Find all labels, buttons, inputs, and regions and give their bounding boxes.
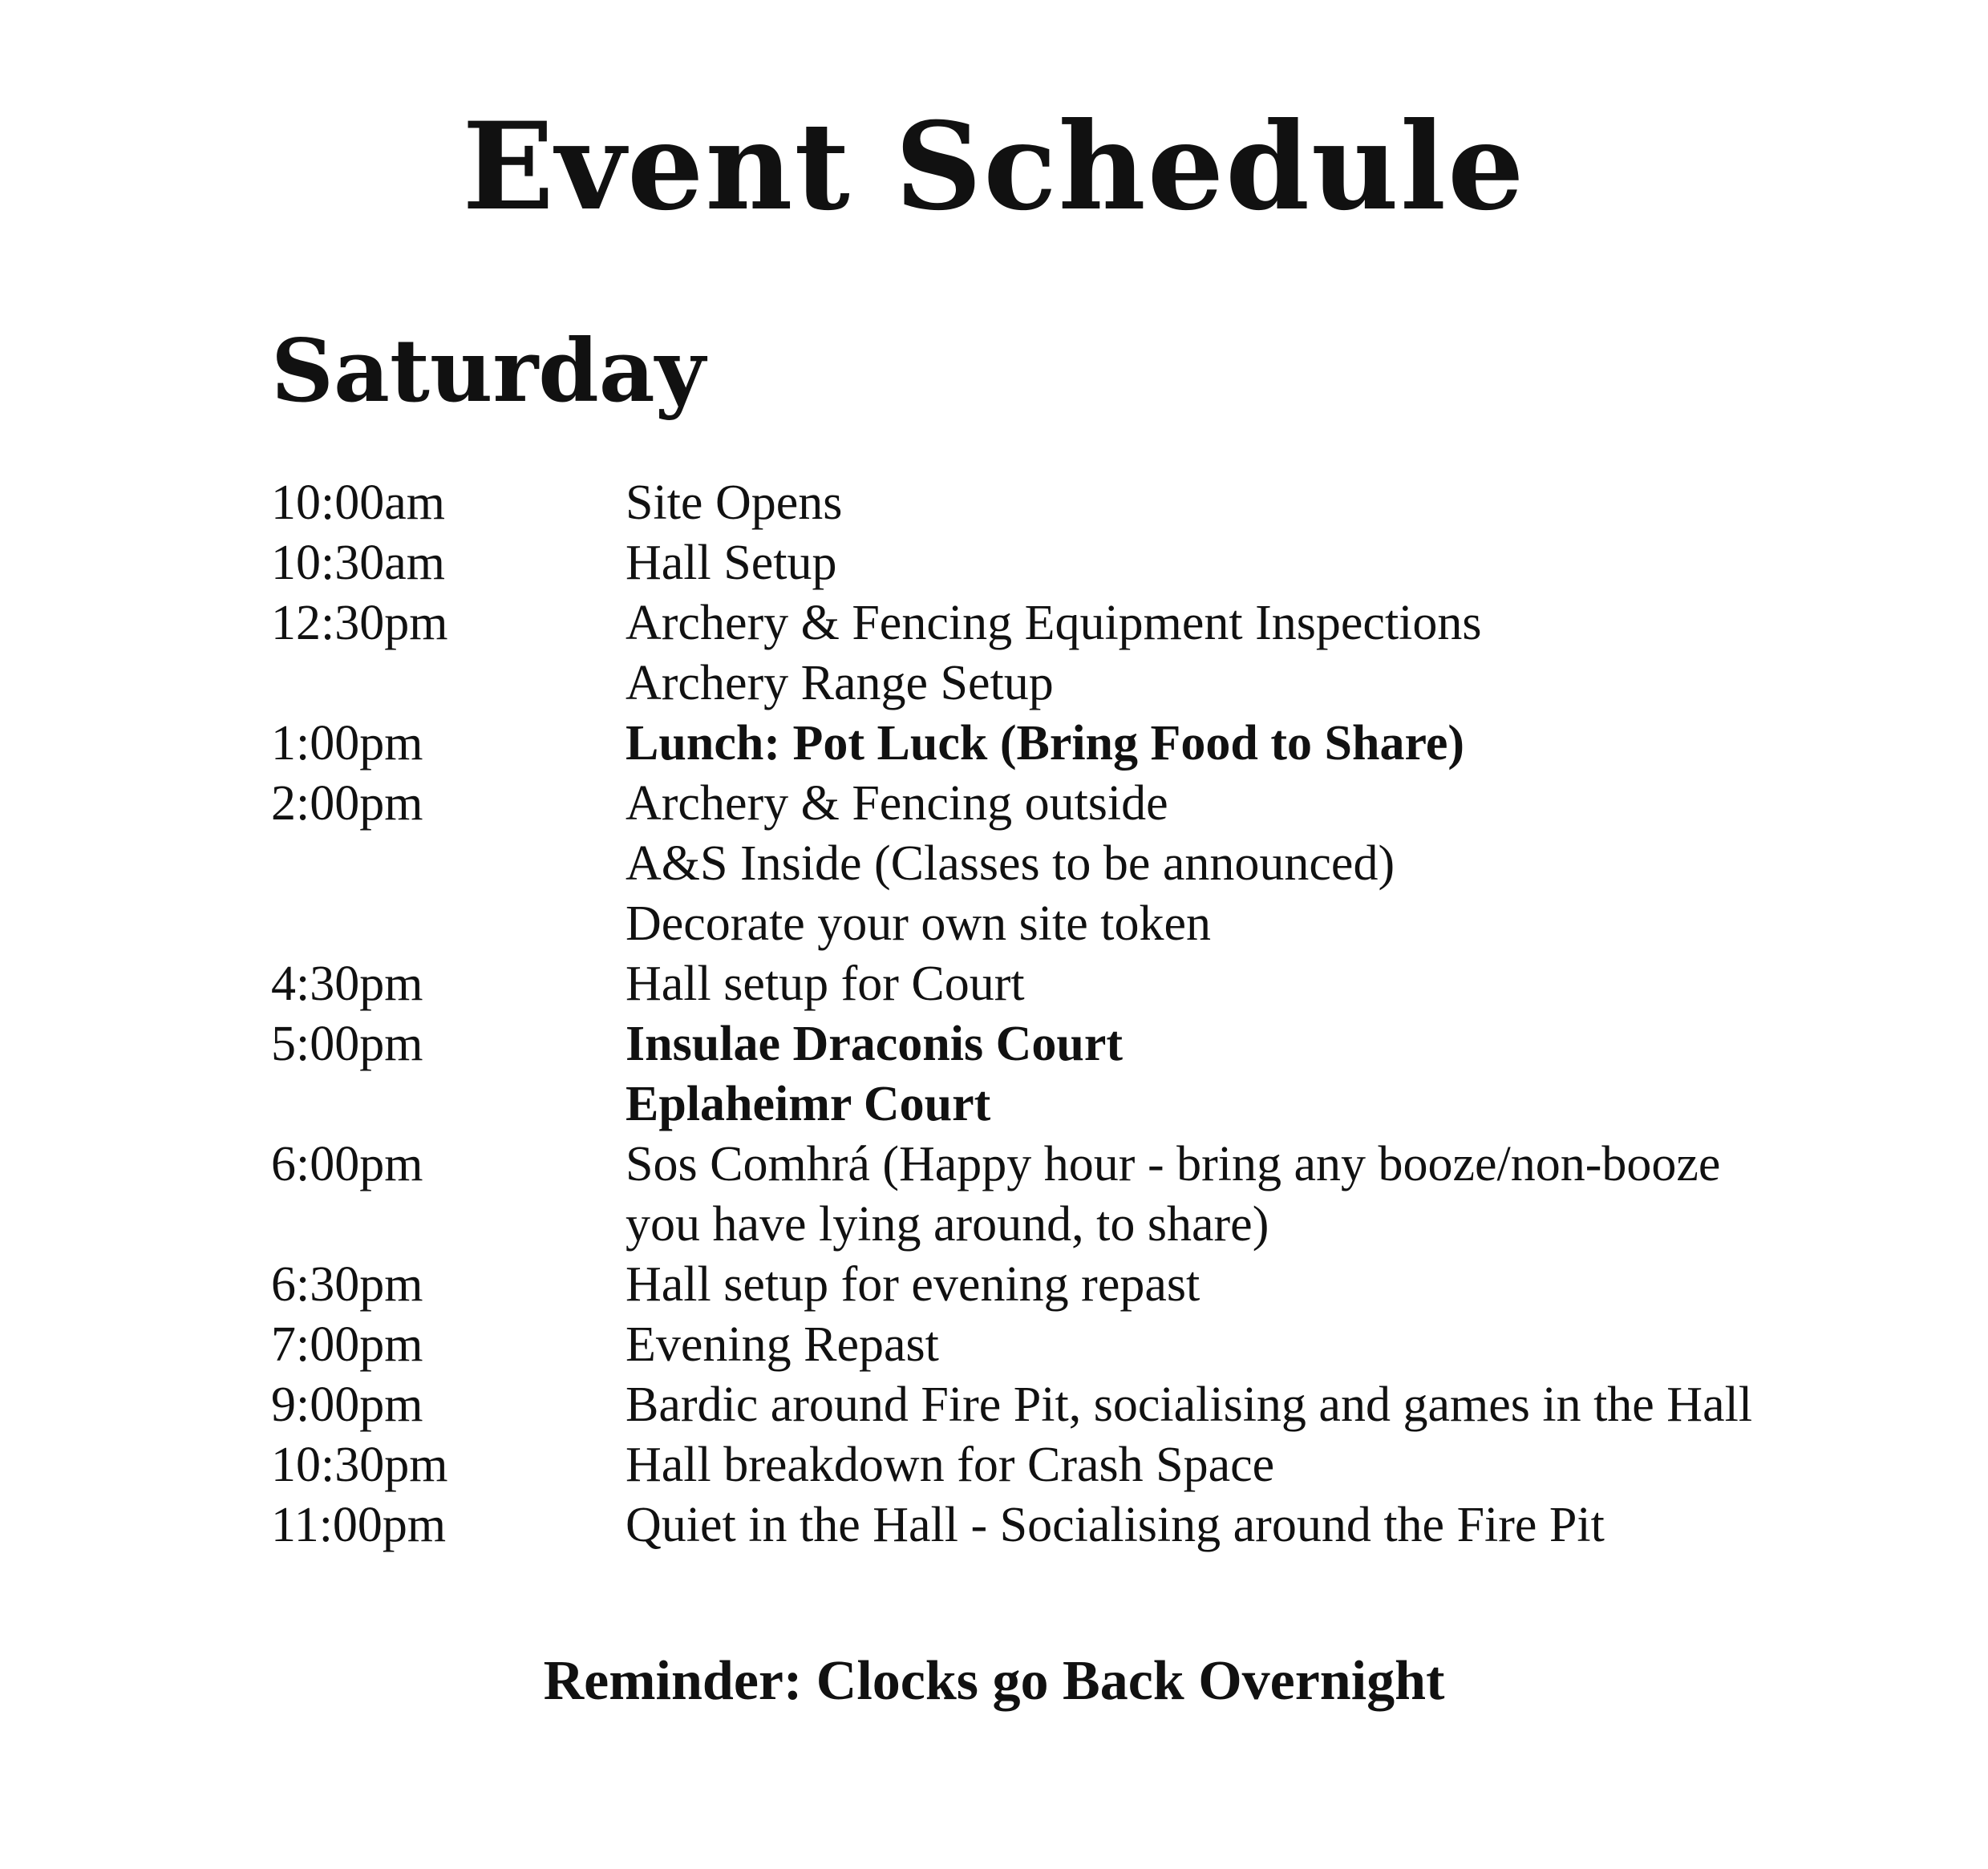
schedule-activity: you have lying around, to share): [626, 1197, 1269, 1252]
schedule-time: 10:00am: [271, 475, 445, 530]
schedule-activity: Hall Setup: [626, 536, 837, 590]
schedule-time: 9:00pm: [271, 1377, 423, 1432]
schedule-row: [271, 1014, 1923, 1074]
schedule-row: [271, 1135, 1923, 1195]
schedule-time: 7:00pm: [271, 1317, 423, 1372]
schedule-time: 12:30pm: [271, 596, 448, 650]
schedule-time: 6:30pm: [271, 1257, 423, 1312]
schedule-time: 5:00pm: [271, 1017, 423, 1071]
schedule-activity: Archery & Fencing Equipment Inspections: [626, 596, 1482, 650]
schedule-row: [271, 1435, 1923, 1495]
schedule-time: 4:30pm: [271, 957, 423, 1011]
schedule-row: [271, 1495, 1923, 1555]
schedule-activity: Archery & Fencing outside: [626, 776, 1168, 831]
schedule-time: 11:00pm: [271, 1498, 447, 1552]
schedule-row: [271, 1315, 1923, 1375]
schedule-row: [271, 533, 1923, 593]
schedule-time: 10:30am: [271, 536, 445, 590]
schedule-activity: Quiet in the Hall - Socialising around the Fire Pit: [626, 1498, 1605, 1552]
schedule-row: [271, 653, 1923, 714]
schedule-activity: A&S Inside (Classes to be announced): [626, 836, 1395, 891]
schedule-activity: Evening Repast: [626, 1317, 939, 1372]
schedule-activity: Hall breakdown for Crash Space: [626, 1438, 1275, 1492]
schedule-row: [271, 954, 1923, 1014]
schedule-activity: Hall setup for Court: [626, 957, 1025, 1011]
schedule-activity: Lunch: Pot Luck (Bring Food to Share): [626, 716, 1465, 771]
schedule-row: [271, 714, 1923, 774]
schedule-row: [271, 473, 1923, 533]
reminder-note: Reminder: Clocks go Back Overnight: [543, 1650, 1445, 1712]
schedule-row: [271, 834, 1923, 894]
schedule-row: [271, 1195, 1923, 1255]
schedule-list: [271, 473, 1923, 1555]
schedule-activity: Hall setup for evening repast: [626, 1257, 1200, 1312]
schedule-activity: Decorate your own site token: [626, 896, 1211, 951]
schedule-time: 10:30pm: [271, 1438, 448, 1492]
page-title: Event Schedule: [462, 96, 1526, 237]
schedule-row: [271, 1255, 1923, 1315]
schedule-activity: Sos Comhrá (Happy hour - bring any booze/non-booze: [626, 1137, 1721, 1191]
schedule-row: [271, 1074, 1923, 1135]
schedule-row: [271, 774, 1923, 834]
schedule-time: 6:00pm: [271, 1137, 423, 1191]
schedule-activity: Bardic around Fire Pit, socialising and games in the Hall: [626, 1377, 1753, 1432]
schedule-row: [271, 894, 1923, 954]
schedule-row: [271, 593, 1923, 653]
schedule-activity: Site Opens: [626, 475, 843, 530]
schedule-time: 2:00pm: [271, 776, 423, 831]
schedule-activity: Archery Range Setup: [626, 656, 1054, 710]
day-heading: Saturday: [271, 321, 706, 422]
schedule-activity: Insulae Draconis Court: [626, 1017, 1124, 1071]
schedule-activity: Eplaheimr Court: [626, 1077, 991, 1131]
schedule-row: [271, 1375, 1923, 1435]
schedule-time: 1:00pm: [271, 716, 423, 771]
